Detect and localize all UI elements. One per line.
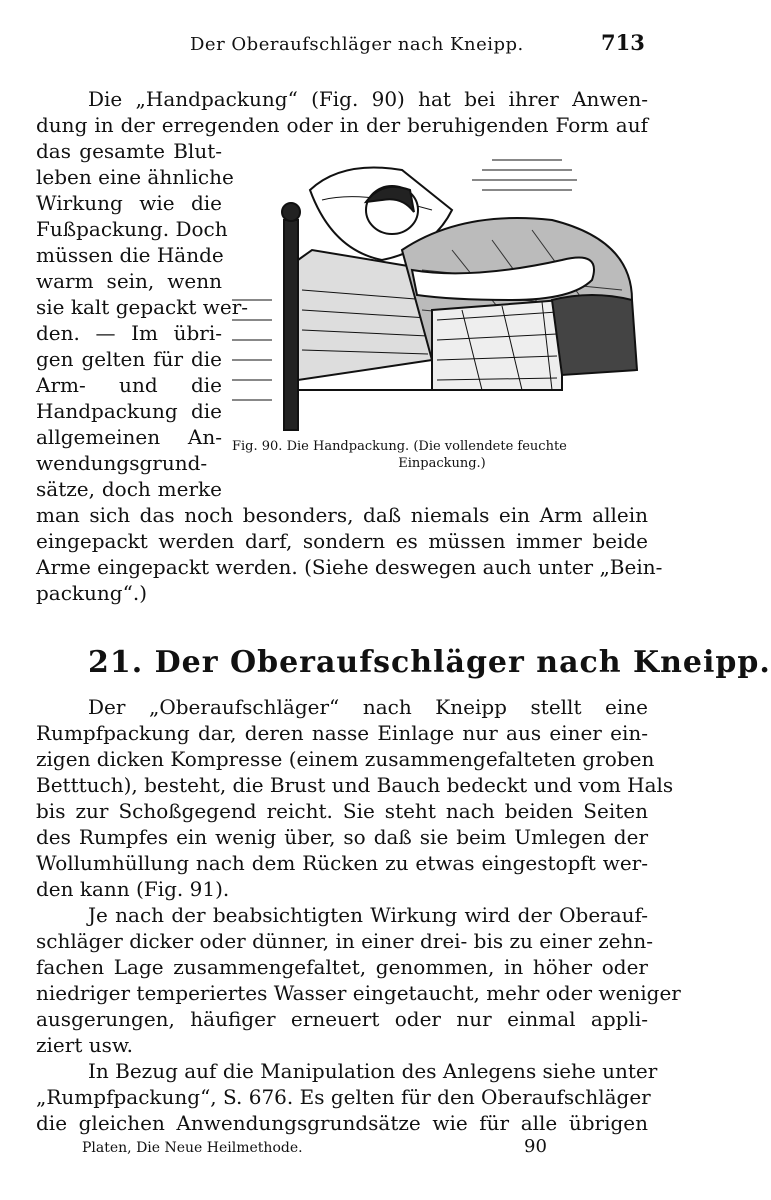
sheet-number: 90 [524, 1136, 547, 1157]
text-line: allgemeinen An- [36, 425, 222, 449]
text-line: sie kalt gepackt wer- [36, 295, 249, 319]
text-line: Der „Oberaufschläger“ nach Kneipp stellt eine [88, 695, 648, 719]
figure-caption [232, 438, 652, 472]
text-line: Wollumhüllung nach dem Rücken zu etwas eingestopft wer- [36, 851, 648, 875]
text-line: bis zur Schoßgegend reicht. Sie steht nach beiden Seiten [36, 799, 648, 823]
text-line: Wirkung wie die [36, 191, 222, 215]
text-line: warm sein, wenn [36, 269, 222, 293]
printer-signature: Platen, Die Neue Heilmethode. [82, 1140, 303, 1156]
caption-main: Fig. 90. Die Handpackung. (Die vollendete feuchte [232, 439, 567, 454]
text-line: den. — Im übri- [36, 321, 222, 345]
text-line: das gesamte Blut- [36, 139, 222, 163]
text-line: man sich das noch besonders, daß niemals ein Arm allein [36, 503, 648, 527]
text-line: gen gelten für die [36, 347, 222, 371]
page-number: 713 [601, 30, 645, 55]
text-line: ausgerungen, häufiger erneuert oder nur einmal appli- [36, 1007, 648, 1031]
text-line: Die „Handpackung“ (Fig. 90) hat bei ihrer Anwen- [88, 87, 648, 111]
running-header: Der Oberaufschläger nach Kneipp. [190, 34, 524, 55]
text-line: wendungsgrund- [36, 451, 208, 475]
text-line: In Bezug auf die Manipulation des Anlegens siehe unter [88, 1059, 658, 1083]
text-line: Fußpackung. Doch [36, 217, 228, 241]
text-line: Betttuch), besteht, die Brust und Bauch bedeckt und vom Hals [36, 773, 674, 797]
text-line: leben eine ähnliche [36, 165, 234, 189]
text-line: fachen Lage zusammengefaltet, genommen, in höher oder [36, 955, 648, 979]
text-line: niedriger temperiertes Wasser eingetaucht, mehr oder weniger [36, 981, 681, 1005]
figure-90-illustration [232, 150, 644, 440]
text-line: schläger dicker oder dünner, in einer drei- bis zu einer zehn- [36, 929, 654, 953]
text-line: „Rumpfpackung“, S. 676. Es gelten für den Oberaufschläger [36, 1085, 651, 1109]
text-line: Je nach der beabsichtigten Wirkung wird der Oberauf- [88, 903, 648, 927]
text-line: dung in der erregenden oder in der beruhigenden Form auf [36, 113, 648, 137]
text-line: Arme eingepackt werden. (Siehe deswegen auch unter „Bein- [36, 555, 663, 579]
text-line: zigen dicken Kompresse (einem zusammengefalteten groben [36, 747, 655, 771]
text-line: Handpackung die [36, 399, 222, 423]
text-line: sätze, doch merke [36, 477, 222, 501]
text-line: die gleichen Anwendungsgrundsätze wie für alle übrigen [36, 1111, 648, 1135]
text-line: müssen die Hände [36, 243, 224, 267]
text-line: packung“.) [36, 581, 147, 605]
text-line: Rumpfpackung dar, deren nasse Einlage nur aus einer ein- [36, 721, 648, 745]
bed-post [284, 220, 298, 430]
text-line: den kann (Fig. 91). [36, 877, 230, 901]
section-heading: 21. Der Oberaufschläger nach Kneipp. [88, 645, 771, 680]
caption-second: Einpackung.) [398, 456, 486, 471]
text-line: Arm- und die [36, 373, 222, 397]
text-line: ziert usw. [36, 1033, 133, 1057]
text-line: des Rumpfes ein wenig über, so daß sie beim Umlegen der [36, 825, 648, 849]
text-line: eingepackt werden darf, sondern es müssen immer beide [36, 529, 648, 553]
